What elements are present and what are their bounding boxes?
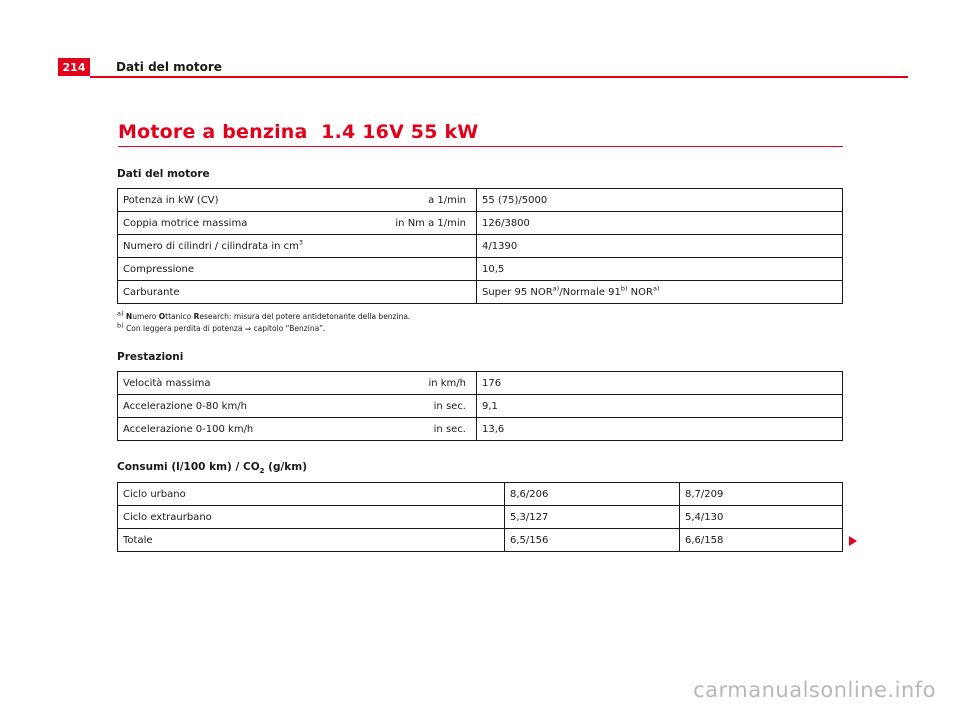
footnote-initial: R xyxy=(193,312,200,321)
consumption-table xyxy=(117,482,843,552)
table-row xyxy=(118,418,843,441)
row-value-2: 8,7/209 xyxy=(680,483,843,506)
row-value: 126/3800 xyxy=(477,212,843,235)
footnote-a xyxy=(117,311,410,323)
row-label: Numero di cilindri / cilindrata in cm xyxy=(123,240,299,252)
row-value: 9,1 xyxy=(477,395,843,418)
consumption-heading-text: Consumi (l/100 km) / CO xyxy=(117,461,260,473)
row-label-cell xyxy=(118,418,477,441)
engine-data-table xyxy=(117,188,843,304)
row-label: Velocità massima xyxy=(123,377,211,389)
table-row xyxy=(118,281,843,304)
row-unit: a 1/min xyxy=(428,194,466,206)
row-label: Compressione xyxy=(118,258,477,281)
table-row xyxy=(118,506,843,529)
header-title: Dati del motore xyxy=(116,60,222,74)
row-label: Carburante xyxy=(118,281,477,304)
row-label: Potenza in kW (CV) xyxy=(123,194,219,206)
footnotes xyxy=(117,311,410,335)
engine-data-heading: Dati del motore xyxy=(117,168,210,180)
consumption-heading xyxy=(117,461,307,475)
row-label: Totale xyxy=(118,529,505,552)
row-label-cell xyxy=(118,212,477,235)
fuel-text: /Normale 91 xyxy=(559,286,621,298)
row-label: Ciclo urbano xyxy=(118,483,505,506)
table-row xyxy=(118,212,843,235)
row-value-1: 8,6/206 xyxy=(505,483,680,506)
table-row xyxy=(118,483,843,506)
header-divider xyxy=(90,76,908,78)
table-row xyxy=(118,529,843,552)
row-value-1: 6,5/156 xyxy=(505,529,680,552)
row-value: 176 xyxy=(477,372,843,395)
row-label: Ciclo extraurbano xyxy=(118,506,505,529)
performance-table xyxy=(117,371,843,441)
footnote-ref: a) xyxy=(652,284,660,293)
page-number: 214 xyxy=(58,58,90,76)
triangle-right-icon xyxy=(849,536,857,546)
row-label: Accelerazione 0-100 km/h xyxy=(123,423,254,435)
performance-heading: Prestazioni xyxy=(117,351,184,363)
row-unit: in km/h xyxy=(428,377,466,389)
row-unit: in Nm a 1/min xyxy=(395,217,466,229)
row-label-cell xyxy=(118,395,477,418)
row-label-cell xyxy=(118,235,477,258)
footnote-text: Con leggera perdita di potenza ⇒ capitolo “Benzina”. xyxy=(126,324,326,333)
page-title: Motore a benzina 1.4 16V 55 kW xyxy=(118,121,479,143)
row-unit: in sec. xyxy=(433,400,466,412)
footnote-text: ttanico xyxy=(165,312,194,321)
footnote-text: esearch: misura del potere antidetonante della benzina. xyxy=(199,312,411,321)
row-value: 4/1390 xyxy=(477,235,843,258)
table-row xyxy=(118,258,843,281)
table-row xyxy=(118,395,843,418)
row-value-2: 5,4/130 xyxy=(680,506,843,529)
footnote-marker: b) xyxy=(117,321,124,330)
footnote-b xyxy=(117,323,410,335)
footnote-ref: b) xyxy=(620,284,628,293)
fuel-text: NOR xyxy=(627,286,653,298)
row-label-cell xyxy=(118,372,477,395)
row-label-cell xyxy=(118,189,477,212)
footnote-marker: a) xyxy=(117,309,124,318)
table-row xyxy=(118,189,843,212)
row-label: Accelerazione 0-80 km/h xyxy=(123,400,247,412)
row-value: 10,5 xyxy=(477,258,843,281)
footnote-initial: N xyxy=(125,312,133,321)
row-label-superscript: 3 xyxy=(298,238,303,247)
fuel-value xyxy=(477,281,843,304)
row-value-2: 6,6/158 xyxy=(680,529,843,552)
title-divider xyxy=(118,146,843,147)
fuel-text: Super 95 NOR xyxy=(482,286,553,298)
watermark: carmanualsonline.info xyxy=(693,678,936,702)
consumption-heading-text: (g/km) xyxy=(264,461,308,473)
table-row xyxy=(118,372,843,395)
table-row xyxy=(118,235,843,258)
row-label: Coppia motrice massima xyxy=(123,217,248,229)
row-value-1: 5,3/127 xyxy=(505,506,680,529)
row-unit: in sec. xyxy=(433,423,466,435)
consumption-heading-subscript: 2 xyxy=(259,467,265,476)
footnote-text: umero xyxy=(132,312,159,321)
footnote-ref: a) xyxy=(552,284,560,293)
footnote-initial: O xyxy=(158,312,166,321)
row-value: 13,6 xyxy=(477,418,843,441)
row-value: 55 (75)/5000 xyxy=(477,189,843,212)
